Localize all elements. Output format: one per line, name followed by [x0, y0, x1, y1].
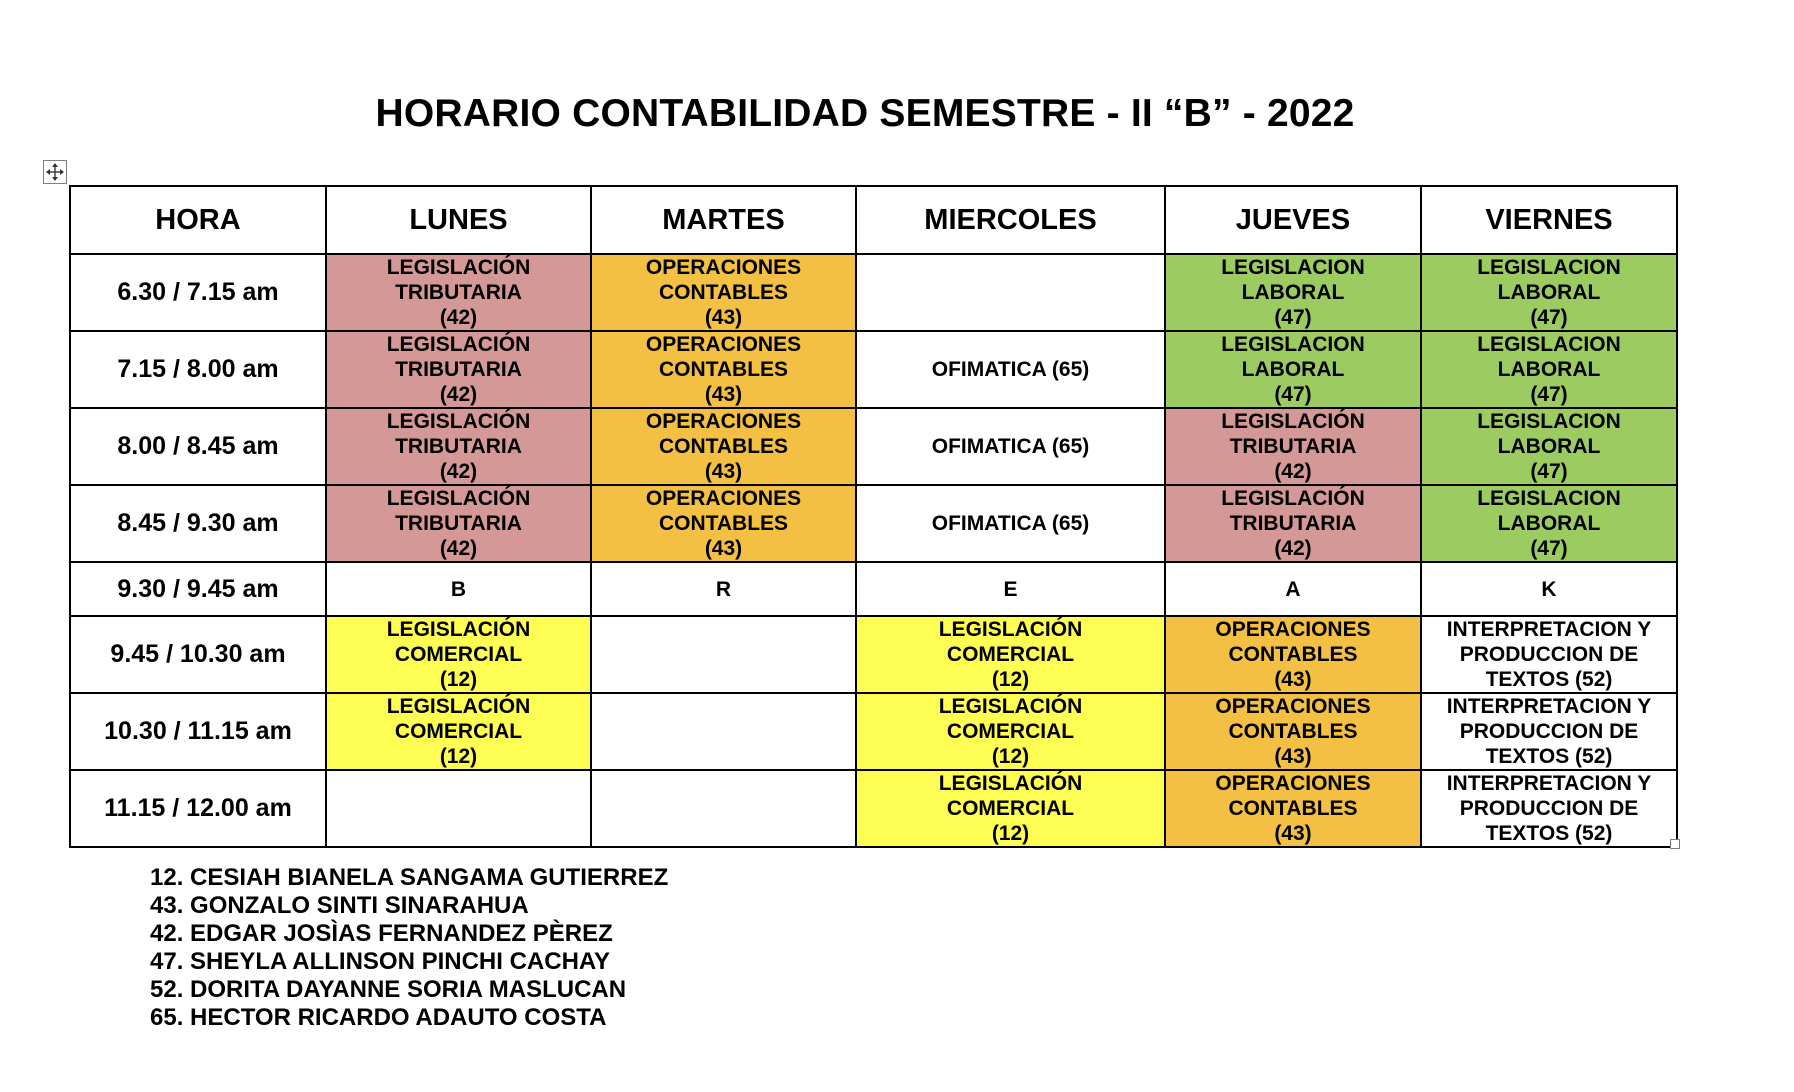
legend-item: 65. HECTOR RICARDO ADAUTO COSTA: [150, 1004, 607, 1031]
class-cell-miercoles: [856, 331, 1165, 408]
header-hora: HORA: [70, 186, 326, 254]
class-cell-line: LEGISLACIÓN: [386, 410, 531, 433]
class-cell-line: OFIMATICA (65): [931, 435, 1090, 458]
class-cell-line: (42): [439, 537, 478, 560]
schedule-table: [69, 185, 1678, 848]
class-cell-line: PRODUCCION DE: [1459, 643, 1639, 666]
class-cell-jueves: [1165, 485, 1421, 562]
class-cell-lunes: [326, 408, 591, 485]
class-cell-line: TRIBUTARIA: [1229, 435, 1357, 458]
class-cell-line: TRIBUTARIA: [395, 358, 522, 381]
class-cell-line: LEGISLACIÓN: [938, 772, 1083, 795]
class-cell-line: (12): [991, 745, 1030, 768]
class-cell-line: COMERCIAL: [946, 643, 1075, 666]
header-viernes: VIERNES: [1421, 186, 1677, 254]
class-cell-martes: [591, 254, 856, 331]
time-slot-cell: 6.30 / 7.15 am: [70, 254, 326, 331]
class-cell-line: TRIBUTARIA: [1229, 512, 1357, 535]
class-cell-line: LEGISLACIÓN: [386, 487, 531, 510]
class-cell-line: CONTABLES: [1228, 720, 1358, 743]
schedule-row: [70, 485, 1677, 562]
teacher-legend: [150, 864, 668, 1032]
class-cell-line: (12): [991, 668, 1030, 691]
class-cell-line: LABORAL: [1497, 281, 1601, 304]
time-slot-cell: 10.30 / 11.15 am: [70, 693, 326, 770]
header-row: [70, 186, 1677, 254]
class-cell-line: K: [1541, 577, 1557, 601]
legend-item: 52. DORITA DAYANNE SORIA MASLUCAN: [150, 976, 627, 1003]
class-cell-line: LABORAL: [1497, 435, 1601, 458]
class-cell-line: (47): [1530, 537, 1568, 560]
header-lunes: LUNES: [326, 186, 591, 254]
class-cell-line: E: [1003, 577, 1018, 601]
class-cell-jueves: [1165, 770, 1421, 847]
class-cell-line: (43): [1274, 668, 1312, 691]
class-cell-jueves: [1165, 616, 1421, 693]
class-cell-lunes: [326, 485, 591, 562]
class-cell-viernes: [1421, 408, 1677, 485]
class-cell-line: OPERACIONES: [645, 333, 802, 356]
schedule-row: [70, 331, 1677, 408]
class-cell-line: (12): [991, 822, 1030, 845]
class-cell-lunes: [326, 770, 591, 847]
schedule-row: [70, 562, 1677, 616]
class-cell-viernes: [1421, 254, 1677, 331]
class-cell-miercoles: [856, 254, 1165, 331]
class-cell-miercoles: [856, 562, 1165, 616]
class-cell-line: INTERPRETACION Y: [1446, 618, 1652, 641]
class-cell-line: LEGISLACION: [1221, 333, 1365, 356]
class-cell-line: (43): [704, 383, 743, 406]
class-cell-line: (43): [704, 306, 743, 329]
time-slot-cell: 9.30 / 9.45 am: [70, 562, 326, 616]
class-cell-lunes: [326, 331, 591, 408]
class-cell-line: TEXTOS (52): [1485, 745, 1613, 768]
class-cell-jueves: [1165, 331, 1421, 408]
class-cell-line: COMERCIAL: [394, 720, 523, 743]
class-cell-line: COMERCIAL: [946, 797, 1075, 820]
time-slot-cell: 9.45 / 10.30 am: [70, 616, 326, 693]
class-cell-line: LEGISLACIÓN: [386, 695, 531, 718]
class-cell-line: OPERACIONES: [1215, 772, 1371, 795]
class-cell-line: LABORAL: [1497, 512, 1601, 535]
class-cell-line: PRODUCCION DE: [1459, 720, 1639, 743]
class-cell-lunes: [326, 693, 591, 770]
class-cell-viernes: [1421, 693, 1677, 770]
class-cell-line: PRODUCCION DE: [1459, 797, 1639, 820]
class-cell-martes: [591, 485, 856, 562]
class-cell-lunes: [326, 562, 591, 616]
class-cell-line: LABORAL: [1241, 281, 1345, 304]
class-cell-line: LEGISLACIÓN: [386, 618, 531, 641]
class-cell-martes: [591, 331, 856, 408]
class-cell-line: LABORAL: [1241, 358, 1345, 381]
time-slot-cell: 7.15 / 8.00 am: [70, 331, 326, 408]
class-cell-line: CONTABLES: [658, 281, 789, 304]
class-cell-line: OFIMATICA (65): [931, 358, 1090, 381]
class-cell-line: COMERCIAL: [394, 643, 523, 666]
class-cell-line: (47): [1530, 383, 1568, 406]
class-cell-viernes: [1421, 770, 1677, 847]
class-cell-line: CONTABLES: [1228, 797, 1358, 820]
class-cell-lunes: [326, 616, 591, 693]
legend-item: 42. EDGAR JOSÌAS FERNANDEZ PÈREZ: [150, 920, 613, 947]
class-cell-line: (43): [704, 460, 743, 483]
legend-item: 47. SHEYLA ALLINSON PINCHI CACHAY: [150, 948, 611, 975]
class-cell-line: (42): [1274, 460, 1312, 483]
legend-item: 12. CESIAH BIANELA SANGAMA GUTIERREZ: [150, 864, 669, 891]
class-cell-miercoles: [856, 485, 1165, 562]
class-cell-jueves: [1165, 408, 1421, 485]
class-cell-line: (43): [1274, 745, 1312, 768]
class-cell-line: (47): [1530, 460, 1568, 483]
schedule-row: [70, 408, 1677, 485]
class-cell-martes: [591, 770, 856, 847]
class-cell-line: LEGISLACIÓN: [386, 256, 531, 279]
class-cell-line: CONTABLES: [658, 435, 789, 458]
time-slot-cell: 11.15 / 12.00 am: [70, 770, 326, 847]
header-martes: MARTES: [591, 186, 856, 254]
class-cell-viernes: [1421, 616, 1677, 693]
move-arrows-icon: [46, 163, 64, 181]
class-cell-jueves: [1165, 693, 1421, 770]
class-cell-line: LEGISLACION: [1477, 487, 1621, 510]
class-cell-miercoles: [856, 616, 1165, 693]
header-jueves: JUEVES: [1165, 186, 1421, 254]
class-cell-line: (47): [1530, 306, 1568, 329]
schedule-row: [70, 693, 1677, 770]
class-cell-line: OPERACIONES: [645, 256, 802, 279]
class-cell-martes: [591, 408, 856, 485]
schedule-row: [70, 616, 1677, 693]
class-cell-line: CONTABLES: [1228, 643, 1358, 666]
class-cell-line: OPERACIONES: [1215, 695, 1371, 718]
class-cell-viernes: [1421, 485, 1677, 562]
class-cell-line: (43): [704, 537, 743, 560]
class-cell-martes: [591, 616, 856, 693]
class-cell-line: (42): [1274, 537, 1312, 560]
class-cell-line: LEGISLACIÓN: [1221, 487, 1365, 510]
class-cell-line: (42): [439, 306, 478, 329]
class-cell-miercoles: [856, 770, 1165, 847]
class-cell-line: (47): [1274, 383, 1312, 406]
class-cell-martes: [591, 693, 856, 770]
class-cell-line: OPERACIONES: [1215, 618, 1371, 641]
class-cell-line: LEGISLACION: [1477, 410, 1621, 433]
class-cell-line: COMERCIAL: [946, 720, 1075, 743]
class-cell-line: B: [450, 577, 467, 601]
class-cell-viernes: [1421, 562, 1677, 616]
class-cell-line: CONTABLES: [658, 512, 789, 535]
class-cell-line: INTERPRETACION Y: [1446, 772, 1652, 795]
schedule-row: [70, 254, 1677, 331]
class-cell-line: (43): [1274, 822, 1312, 845]
time-slot-cell: 8.00 / 8.45 am: [70, 408, 326, 485]
class-cell-line: LEGISLACIÓN: [938, 618, 1083, 641]
class-cell-line: TEXTOS (52): [1485, 668, 1613, 691]
class-cell-line: (12): [439, 745, 478, 768]
class-cell-line: TRIBUTARIA: [395, 435, 522, 458]
class-cell-line: (42): [439, 460, 478, 483]
legend-item: 43. GONZALO SINTI SINARAHUA: [150, 892, 529, 919]
class-cell-line: OPERACIONES: [645, 487, 802, 510]
class-cell-line: TEXTOS (52): [1485, 822, 1613, 845]
class-cell-lunes: [326, 254, 591, 331]
class-cell-miercoles: [856, 693, 1165, 770]
class-cell-line: TRIBUTARIA: [395, 512, 522, 535]
class-cell-line: LEGISLACIÓN: [1221, 410, 1365, 433]
time-slot-cell: 8.45 / 9.30 am: [70, 485, 326, 562]
class-cell-line: OFIMATICA (65): [931, 512, 1090, 535]
table-resize-handle[interactable]: [1670, 839, 1680, 849]
class-cell-line: OPERACIONES: [645, 410, 802, 433]
class-cell-line: (47): [1274, 306, 1312, 329]
class-cell-jueves: [1165, 562, 1421, 616]
class-cell-viernes: [1421, 331, 1677, 408]
page-title: HORARIO CONTABILIDAD SEMESTRE - II “B” - 2022: [375, 92, 1355, 135]
class-cell-line: LEGISLACIÓN: [386, 333, 531, 356]
class-cell-jueves: [1165, 254, 1421, 331]
class-cell-line: R: [715, 577, 732, 601]
class-cell-line: LEGISLACION: [1477, 333, 1621, 356]
table-move-handle[interactable]: [43, 160, 67, 184]
class-cell-line: (12): [439, 668, 478, 691]
class-cell-line: CONTABLES: [658, 358, 789, 381]
class-cell-line: LEGISLACIÓN: [938, 695, 1083, 718]
schedule-row: [70, 770, 1677, 847]
class-cell-line: LABORAL: [1497, 358, 1601, 381]
class-cell-line: A: [1285, 577, 1301, 601]
class-cell-miercoles: [856, 408, 1165, 485]
class-cell-line: LEGISLACION: [1221, 256, 1365, 279]
header-miercoles: MIERCOLES: [856, 186, 1165, 254]
class-cell-line: (42): [439, 383, 478, 406]
class-cell-martes: [591, 562, 856, 616]
class-cell-line: INTERPRETACION Y: [1446, 695, 1652, 718]
class-cell-line: TRIBUTARIA: [395, 281, 522, 304]
class-cell-line: LEGISLACION: [1477, 256, 1621, 279]
